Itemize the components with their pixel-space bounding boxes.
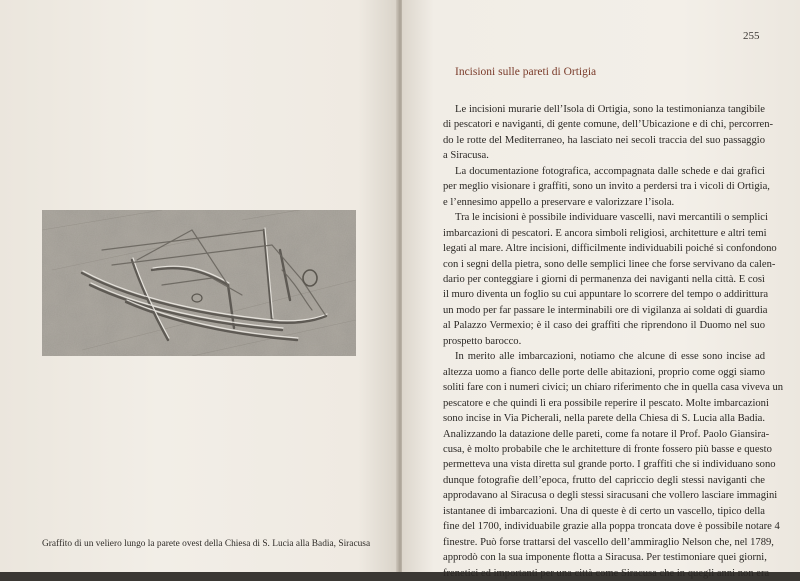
text-line: prospetto barocco. (443, 335, 522, 347)
text-line: soliti fare con i numeri civici; un chiaro riferimento che in quella casa viveva un (443, 382, 784, 394)
text-line: pescatore e che quindi lì era possibile reperire il pescato. Molte imbarcazioni (443, 397, 769, 409)
text-line: La documentazione fotografica, accompagnata dalle schede e dai grafici (455, 165, 765, 177)
text-line: il muro diventa un foglio su cui appuntare lo scorrere del tempo o addirittura (443, 289, 769, 301)
text-line: cusa, è molto probabile che le architetture di fronte fossero più basse e questo (443, 443, 772, 455)
text-line: a Siracusa. (443, 150, 489, 162)
text-line: sono incise in Via Picherali, nella parete della Chiesa di S. Lucia alla Badia. (443, 413, 765, 425)
text-line: al Palazzo Vermexio; è il caso dei graffiti che riprendono il Duomo nel suo (443, 320, 765, 332)
text-line: imbarcazioni di pescatori. E ancora simboli religiosi, architetture e altri temi (443, 227, 767, 239)
paragraph (443, 210, 777, 349)
text-line: Tra le incisioni è possibile individuare vascelli, navi mercantili o semplici (455, 212, 768, 224)
text-line: di pescatori e naviganti, di gente comune, dell’Ubicazione e di chi, percorren- (443, 119, 774, 131)
text-line: altezza uomo a fianco delle porte delle abitazioni, proprio come oggi siamo (443, 366, 765, 378)
graffito-photo (42, 210, 356, 356)
paragraph (443, 102, 774, 164)
text-line: approdò con la sua imponente flotta a Siracusa. Per testimoniare quei giorni, (443, 552, 767, 564)
text-line: In merito alle imbarcazioni, notiamo che alcune di esse sono incise ad (455, 351, 765, 363)
text-line: legati al mare. Altre incisioni, difficilmente individuabili poiché si confondono (443, 243, 777, 255)
section-title: Incisioni sulle pareti di Ortigia (455, 66, 597, 78)
photo-caption: Graffito di un veliero lungo la parete ovest della Chiesa di S. Lucia alla Badia, Siracusa (42, 539, 371, 549)
text-line: do le rotte del Mediterraneo, ha lasciato nei secoli traccia del suo passaggio (443, 134, 765, 146)
text-line: con i segni della pietra, sono delle semplici linee che forse servivano da calen- (443, 258, 776, 270)
paragraph (443, 164, 770, 210)
text-line: e l’ennesimo appello a preservare e valorizzare l’isola. (443, 196, 675, 208)
paragraph (443, 349, 784, 581)
text-line: fine del 1700, individuabile grazie alla poppa troncata dove è possibile notare 4 (443, 521, 780, 533)
text-line: frenetici ed importanti per una città come Siracusa che in quegli anni non era (443, 567, 770, 579)
text-line: approdavano al Siracusa o degli stessi siracusani che vollero lasciare immagini (443, 490, 778, 502)
text-line: dario per conteggiare i giorni di permanenza dei naviganti nella città. E così (443, 273, 765, 285)
text-line: istantanee di imbarcazioni. Una di queste è di certo un vascello, tipico della (443, 505, 765, 517)
text-line: Le incisioni murarie dell’Isola di Ortigia, sono la testimonianza tangibile (455, 104, 765, 115)
text-line: finestre. Può forse trattarsi del vascello dell’ammiraglio Nelson che, nel 1789, (443, 536, 774, 548)
text-line: permetteva una vista diretta sul grande porto. I graffiti che si individuano sono (443, 459, 776, 471)
text-line: Analizzando la datazione delle pareti, come fa notare il Prof. Paolo Giansira- (443, 428, 770, 440)
page-number: 255 (743, 30, 760, 42)
left-page (0, 0, 398, 572)
body-text (443, 102, 784, 581)
text-line: per meglio visionare i graffiti, sono un invito a perdersi tra i vicoli di Ortigia, (443, 181, 770, 193)
text-line: dunque fotografie dell’epoca, frutto del capriccio degli stessi naviganti che (443, 474, 765, 486)
text-line: un modo per far passare le interminabili ore di vigilanza ai soldati di guardia (443, 304, 768, 316)
